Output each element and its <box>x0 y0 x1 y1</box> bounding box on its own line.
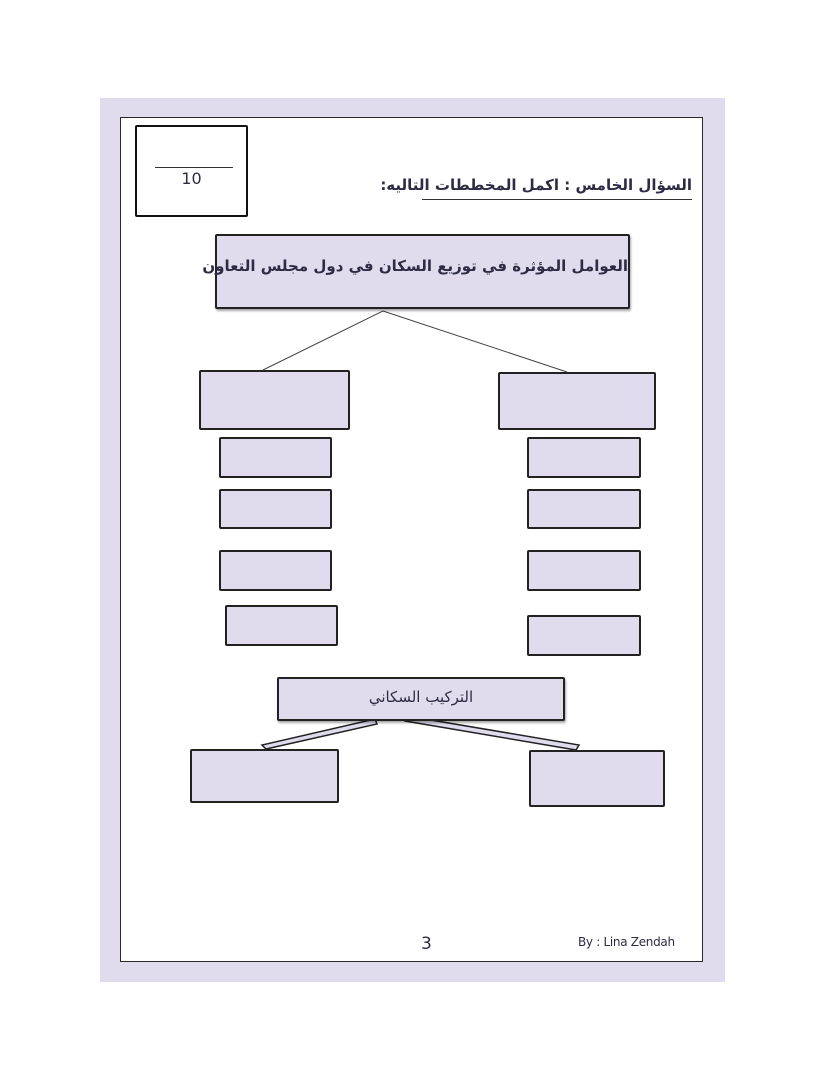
connector-composition-left <box>262 719 377 749</box>
page-number: 3 <box>421 934 432 954</box>
left-branch-box[interactable] <box>199 370 350 430</box>
population-composition-box <box>277 677 565 721</box>
right-answer-box-3[interactable] <box>527 550 641 591</box>
population-composition-label: التركيب السكاني <box>368 688 474 706</box>
composition-left-box[interactable] <box>190 749 339 803</box>
left-answer-box-4[interactable] <box>225 605 338 646</box>
left-answer-box-2[interactable] <box>219 489 332 529</box>
right-answer-box-2[interactable] <box>527 489 641 529</box>
left-answer-box-1[interactable] <box>219 437 332 478</box>
author-credit: By : Lina Zendah <box>578 935 675 949</box>
question-title: السؤال الخامس : اكمل المخططات التاليه: <box>380 176 692 194</box>
score-value: 10 <box>181 169 202 188</box>
diagram-root-label: العوامل المؤثرة في توزيع السكان في دول مجلس التعاون <box>202 257 628 275</box>
diagram-root-box <box>202 234 630 309</box>
connector-root-right <box>383 311 567 372</box>
connector-root-left <box>263 311 383 370</box>
right-branch-box[interactable] <box>498 372 656 430</box>
left-answer-box-3[interactable] <box>219 550 332 591</box>
connector-composition-right <box>405 716 579 750</box>
right-answer-box-4[interactable] <box>527 615 641 656</box>
right-answer-box-1[interactable] <box>527 437 641 478</box>
composition-right-box[interactable] <box>529 750 665 807</box>
